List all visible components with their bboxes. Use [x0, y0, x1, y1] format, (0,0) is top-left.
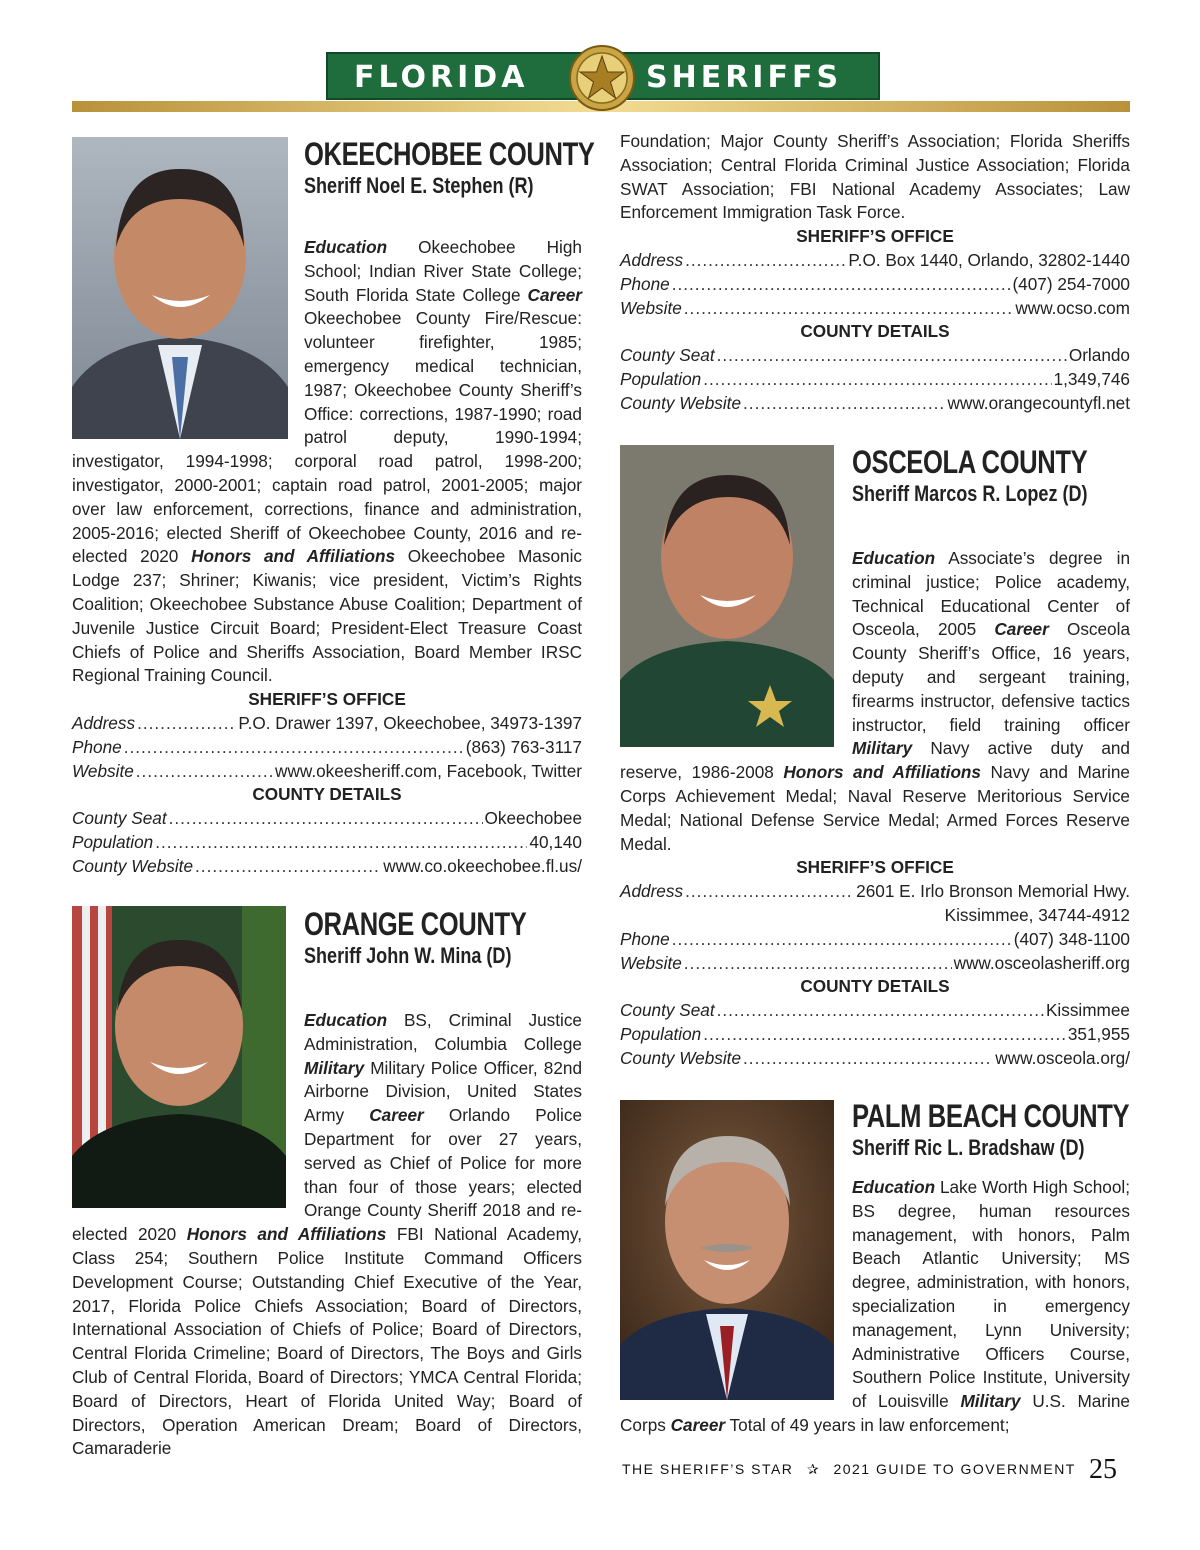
orange-seat-row: County Seat ..... Orlando [620, 344, 1130, 368]
osceola-details-title: COUNTY DETAILS [800, 976, 950, 997]
okeechobee-website-link[interactable]: www.okeesheriff.com, Facebook, Twitter [275, 760, 582, 781]
palmbeach-header [852, 1098, 1132, 1162]
honors-text: FBI National Academy, Class 254; Southern Police Institute Command Officers Development Course; Outstanding Chief Executive of the Year, 2017, Florida Police Chiefs Association; Board of Directors, International Association of Chiefs of Police; Board of Directors, Central Florida Crimeline; Board of Directors, The Boys and Girls Club of Central Florida, Board of Directors; YMCA Central Florida; Board of Directors, Heart of Florida United Way; Board of Directors, Operation American Dream; Board of Directors, Camaraderie [72, 1224, 582, 1459]
orange-bio [72, 1009, 582, 1461]
okeechobee-phone-row: Phone ..... (863) 763-3117 [72, 736, 582, 760]
publication-name: THE SHERIFF’S STAR [622, 1461, 794, 1477]
orange-sheriff-name: Sheriff John W. Mina (D) [304, 943, 512, 968]
career-label: Career [369, 1105, 424, 1126]
okeechobee-address-row: Address ..... P.O. Drawer 1397, Okeechobee, 34973-1397 [72, 712, 582, 736]
osceola-bio [620, 547, 1130, 1071]
okeechobee-office-title: SHERIFF’S OFFICE [248, 689, 406, 710]
palmbeach-county-title: PALM BEACH COUNTY [852, 1098, 1130, 1134]
honors-text: Okeechobee Masonic Lodge 237; Shriner; Kiwanis; vice president, Victim’s Rights Coalition; Okeechobee Substance Abuse Coalition; Department of Juvenile Justice Circuit Board; President-Elect Treasure Coast Chiefs of Police and Sheriffs Association, Board Member IRSC Regional Training Council. [72, 546, 582, 686]
education-label: Education [304, 1010, 388, 1030]
honors-text: Navy and Marine Corps Achievement Medal; Naval Reserve Meritorious Service Medal; National Defense Service Medal; Armed Forces Reserve Medal. [620, 762, 1130, 854]
military-text: U.S. Marine Corps [620, 1391, 1130, 1435]
banner-left-word: FLORIDA [354, 60, 529, 95]
photo-wrap-spacer [72, 236, 304, 450]
orange-website-link[interactable]: www.ocso.com [1015, 297, 1130, 318]
okeechobee-sheriff-name: Sheriff Noel E. Stephen (R) [304, 173, 534, 198]
career-text: Osceola County Sheriff’s Office, 16 years, deputy and sergeant training, firearms instructor, defensive tactics instructor, field training officer [852, 619, 1130, 735]
page-footer [622, 1454, 1117, 1486]
okeechobee-website-row: Website ..... www.okeesheriff.com, Facebook, Twitter [72, 760, 582, 784]
military-text: Navy active duty and reserve, 1986-2008 [620, 738, 1130, 783]
education-text: Lake Worth High School; BS degree, human resources management, with honors, Palm Beach Atlantic University; MS degree, administration, with honors, specialization in emergency management, Lynn University; Administrative Officers Course, Southern Police Institute, University of Louisville [852, 1177, 1130, 1412]
honors-label: Honors and Affiliations [191, 546, 396, 567]
military-label: Military [960, 1391, 1021, 1412]
star-icon: ✰ [806, 1461, 821, 1477]
okeechobee-county-website-link[interactable]: www.co.okeechobee.fl.us/ [383, 855, 582, 876]
education-text: Associate’s degree in criminal justice; Police academy, Technical Educational Center of Osceola, 2005 [852, 548, 1130, 640]
education-label: Education [852, 548, 936, 568]
osceola-county-website-row: County Website ..... www.osceola.org/ [620, 1047, 1130, 1071]
orange-population-row: Population ..... 1,349,746 [620, 368, 1130, 392]
palmbeach-bio [620, 1176, 1130, 1444]
osceola-phone-row: Phone ..... (407) 348-1100 [620, 928, 1130, 952]
education-label: Education [852, 1177, 936, 1197]
orange-office-title: SHERIFF’S OFFICE [796, 226, 954, 247]
okeechobee-population-row: Population ..... 40,140 [72, 831, 582, 855]
osceola-population-row: Population ..... 351,955 [620, 1023, 1130, 1047]
okeechobee-details-title: COUNTY DETAILS [252, 784, 402, 805]
honors-label: Honors and Affiliations [783, 762, 981, 783]
education-text: BS, Criminal Justice Administration, Columbia College [304, 1010, 582, 1054]
osceola-sheriff-name: Sheriff Marcos R. Lopez (D) [852, 481, 1088, 506]
palmbeach-sheriff-name: Sheriff Ric L. Bradshaw (D) [852, 1135, 1085, 1160]
okeechobee-county-website-row: County Website ..... www.co.okeechobee.fl.us/ [72, 855, 582, 879]
osceola-website-link[interactable]: www.osceolasheriff.org [953, 952, 1130, 973]
military-label: Military [852, 738, 913, 759]
orange-website-row: Website ..... www.ocso.com [620, 297, 1130, 321]
orange-phone-row: Phone ..... (407) 254-7000 [620, 273, 1130, 297]
osceola-header [852, 444, 1132, 508]
osceola-county-title: OSCEOLA COUNTY [852, 444, 1088, 480]
orange-bio-continued: Foundation; Major County Sheriff’s Association; Florida Sheriffs Association; Central Florida Criminal Justice Association; Florida SWAT Association; FBI National Academy Associates; Law Enforcement Immigration Task Force. [620, 131, 1130, 223]
osceola-address-line2: Kissimmee, 34744-4912 [944, 904, 1130, 925]
military-text: Military Police Officer, 82nd Airborne Division, United States Army [304, 1057, 582, 1126]
career-text: Okeechobee County Fire/Rescue: volunteer firefighter, 1985; emergency medical technician, 1987; Okeechobee County Sheriff’s Office: corrections, 1987-1990; road patrol deputy, 1990-1994; investigator, 1994-1998; corporal road patrol, 1998-200; investigator, 2000-2001; captain road patrol, 2001-2005; major over law enforcement, corrections, finance and administration, 2005-2016; elected Sheriff of Okeechobee County, 2016 and re-elected 2020 [72, 308, 582, 567]
photo-wrap-spacer [72, 1009, 304, 1223]
orange-address-row: Address ..... P.O. Box 1440, Orlando, 32802-1440 [620, 249, 1130, 273]
orange-county-website-link[interactable]: www.orangecountyfl.net [947, 392, 1130, 413]
orange-county-title: ORANGE COUNTY [304, 906, 527, 942]
photo-wrap-spacer [620, 547, 852, 761]
career-label: Career [527, 284, 582, 305]
banner-right-word: SHERIFFS [646, 60, 843, 95]
orange-header [304, 906, 584, 970]
osceola-address-row: Address ..... 2601 E. Irlo Bronson Memorial Hwy. [620, 880, 1130, 904]
military-label: Military [304, 1057, 365, 1078]
osceola-website-row: Website ..... www.osceolasheriff.org [620, 952, 1130, 976]
okeechobee-bio [72, 236, 582, 879]
okeechobee-county-title: OKEECHOBEE COUNTY [304, 136, 595, 172]
page-number: 25 [1089, 1454, 1117, 1485]
career-text: Orlando Police Department for over 27 years, served as Chief of Police for more than four of those years; elected Orange County Sheriff 2018 and re-elected 2020 [72, 1105, 583, 1245]
osceola-seat-row: County Seat ..... Kissimmee [620, 999, 1130, 1023]
education-label: Education [304, 237, 388, 257]
honors-label: Honors and Affiliations [186, 1224, 387, 1245]
career-text: Total of 49 years in law enforcement; [725, 1414, 1010, 1435]
okeechobee-header [304, 136, 595, 200]
orange-county-website-row: County Website ..... www.orangecountyfl.net [620, 392, 1130, 416]
career-label: Career [994, 619, 1049, 640]
sheriff-star-badge-icon [568, 44, 636, 112]
osceola-county-website-link[interactable]: www.osceola.org/ [995, 1047, 1130, 1068]
career-label: Career [670, 1414, 726, 1435]
orange-details-title: COUNTY DETAILS [800, 321, 950, 342]
education-text: Okeechobee High School; Indian River State College; South Florida State College [304, 237, 582, 305]
guide-title: 2021 GUIDE TO GOVERNMENT [833, 1461, 1076, 1477]
photo-wrap-spacer [620, 1176, 852, 1408]
osceola-office-title: SHERIFF’S OFFICE [796, 857, 954, 878]
okeechobee-seat-row: County Seat ..... Okeechobee [72, 807, 582, 831]
orange-continued [620, 130, 1130, 416]
